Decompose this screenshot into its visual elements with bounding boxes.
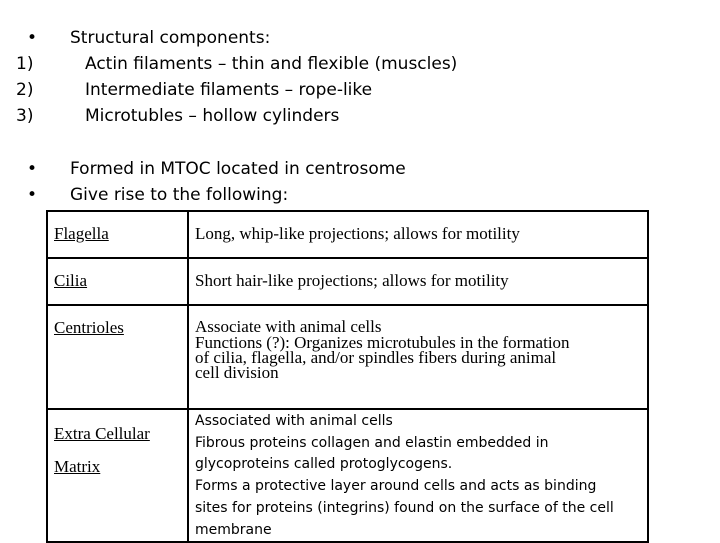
definition-line: Associate with animal cells xyxy=(195,317,382,336)
organelle-table xyxy=(46,210,649,543)
bullet-mark: • xyxy=(27,185,38,205)
definition-line: Long, whip-like projections; allows for motility xyxy=(195,224,520,243)
list-number: 1) xyxy=(16,54,34,74)
list-text: Actin filaments – thin and flexible (muscles) xyxy=(85,54,458,74)
definition-line: membrane xyxy=(195,521,272,538)
definition-cell xyxy=(188,305,648,409)
definition-cell xyxy=(188,258,648,305)
definition-line: glycoproteins called protoglycogens. xyxy=(195,456,453,473)
term-cell xyxy=(47,211,188,258)
term-label: Centrioles xyxy=(54,318,124,337)
table-row xyxy=(47,409,648,542)
list-number: 2) xyxy=(16,80,34,100)
definition-line: of cilia, flagella, and/or spindles fibers during animal xyxy=(195,348,557,367)
definition-cell xyxy=(188,409,648,542)
term-label: Matrix xyxy=(54,457,101,476)
term-cell xyxy=(47,305,188,409)
definition-line: cell division xyxy=(195,363,279,382)
list-number: 3) xyxy=(16,106,34,126)
table-row xyxy=(47,258,648,305)
definition-line: Functions (?): Organizes microtubules in the formation xyxy=(195,333,570,352)
term-label: Extra Cellular xyxy=(54,424,150,443)
bullet-text: Formed in MTOC located in centrosome xyxy=(70,159,406,179)
table-row xyxy=(47,305,648,409)
definition-line: sites for proteins (integrins) found on the surface of the cell xyxy=(195,499,614,516)
term-cell xyxy=(47,258,188,305)
bullet-text: Give rise to the following: xyxy=(70,185,289,205)
definition-line: Short hair-like projections; allows for motility xyxy=(195,271,509,290)
definition-line: Associated with animal cells xyxy=(195,413,393,429)
term-label: Cilia xyxy=(54,271,88,290)
list-text: Intermediate filaments – rope-like xyxy=(85,80,373,100)
definition-cell xyxy=(188,211,648,258)
term-cell xyxy=(47,409,188,542)
definition-line: Forms a protective layer around cells and acts as binding xyxy=(195,478,597,495)
term-label: Flagella xyxy=(54,224,109,243)
structural-heading-text: Structural components: xyxy=(70,28,271,48)
definition-line: Fibrous proteins collagen and elastin embedded in xyxy=(195,434,549,451)
bullet-mark: • xyxy=(27,159,38,179)
bullet-mark: • xyxy=(27,28,38,48)
list-text: Microtubles – hollow cylinders xyxy=(85,106,340,126)
table-row xyxy=(47,211,648,258)
